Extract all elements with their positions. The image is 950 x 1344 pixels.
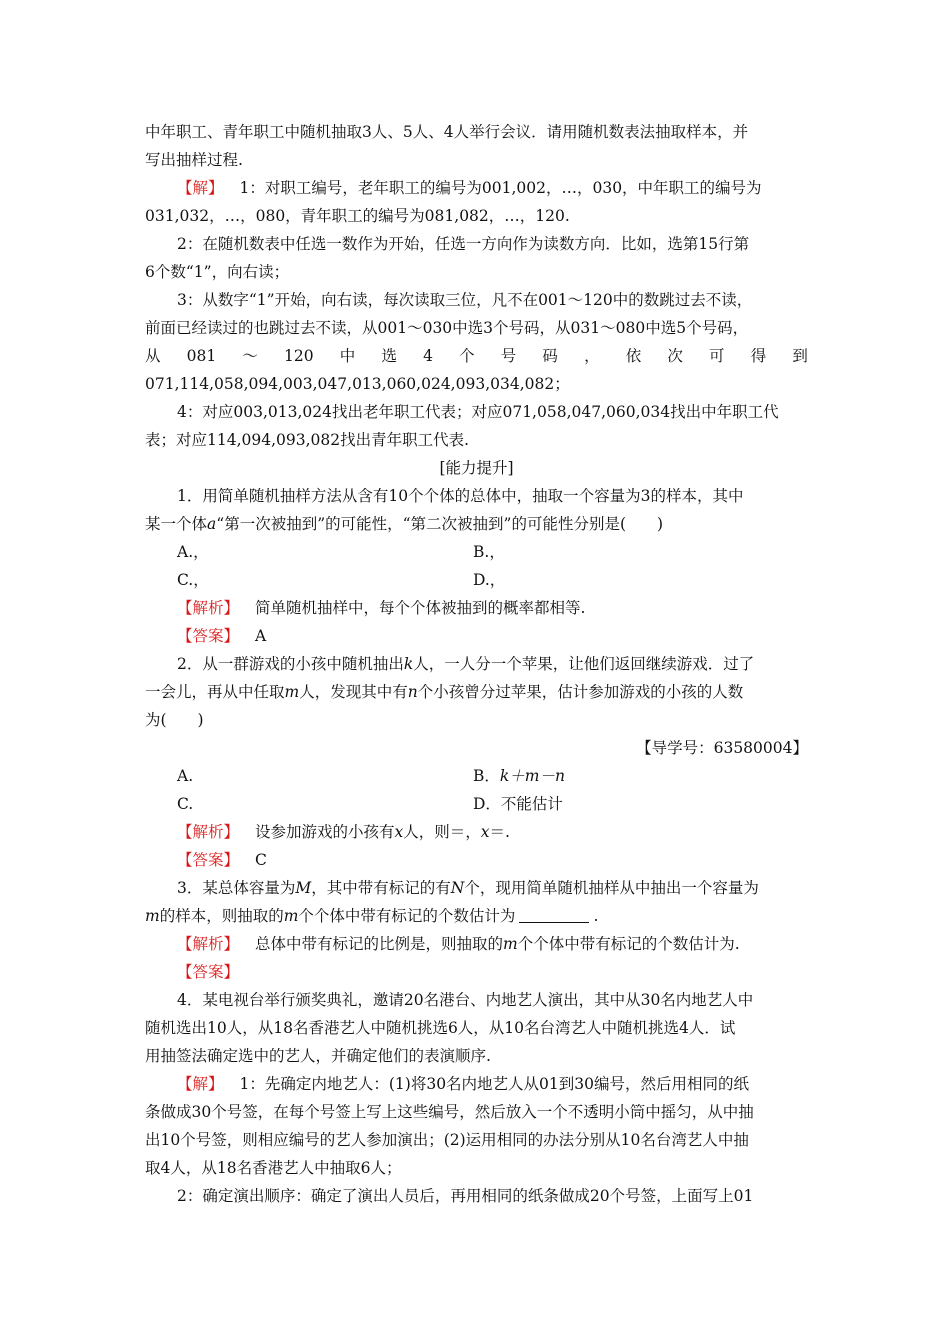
justified-token: 4 xyxy=(423,347,433,365)
text-line: 条做成30个号签，在每个号签上写上这些编号，然后放入一个不透明小筒中摇匀，从中抽 xyxy=(145,1103,754,1121)
option-d: D．不能估计 xyxy=(473,795,563,813)
justified-token: 可 xyxy=(709,347,725,365)
text-line: 中年职工、青年职工中随机抽取3人、5人、4人举行会议．请用随机数表法抽取样本，并 xyxy=(145,123,749,141)
answer-tag: 【答案】 xyxy=(177,963,240,981)
option-d: D.， xyxy=(473,571,506,589)
option-b: B．k＋m－n xyxy=(473,767,565,785)
answer-tag: 【答案】 xyxy=(177,851,240,869)
solution-tag: 【解】 xyxy=(177,179,224,197)
text-line: 写出抽样过程. xyxy=(145,151,243,169)
option-a: A.， xyxy=(177,543,209,561)
justified-token: 个 xyxy=(459,347,475,365)
text-line: 4：对应003,013,024找出老年职工代表；对应071,058,047,060,034找出中年职工代 xyxy=(177,403,779,421)
option-c: C.， xyxy=(177,571,209,589)
text-line: 031,032，…，080，青年职工的编号为081,082，…，120. xyxy=(145,207,570,225)
solution-line: 【解】 1：对职工编号，老年职工的编号为001,002，…，030，中年职工的编号为 xyxy=(177,179,762,197)
option-a: A. xyxy=(177,767,194,785)
answer-tag: 【答案】 xyxy=(177,627,240,645)
justified-token: 号 xyxy=(500,347,517,365)
text-line: 071,114,058,094,003,047,013,060,024,093,034,082； xyxy=(145,375,570,393)
text-line: m的样本，则抽取的m个个体中带有标记的个数估计为 . xyxy=(145,902,808,930)
text-line: 取4人，从18名香港艺人中抽取6人； xyxy=(145,1159,402,1177)
text-line: 用抽签法确定选中的艺人，并确定他们的表演顺序. xyxy=(145,1047,491,1065)
analysis-line: 【解析】 简单随机抽样中，每个个体被抽到的概率都相等. xyxy=(177,599,586,617)
answer-line: 【答案】 A xyxy=(177,627,267,645)
options-row xyxy=(145,566,808,594)
analysis-tag: 【解析】 xyxy=(177,823,240,841)
analysis-tag: 【解析】 xyxy=(177,935,240,953)
options-row xyxy=(145,790,808,818)
justified-token: 选 xyxy=(381,347,397,365)
justified-token: ～ xyxy=(242,347,258,365)
text-line: 2：确定演出顺序：确定了演出人员后，再用相同的纸条做成20个号签，上面写上01 xyxy=(177,1187,754,1205)
text-line: 2：在随机数表中任选一数作为开始，任选一方向作为读数方向．比如，选第15行第 xyxy=(177,235,750,253)
text-line: 出10个号签，则相应编号的艺人参加演出；(2)运用相同的办法分别从10名台湾艺人中抽 xyxy=(145,1131,749,1149)
solution-tag: 【解】 xyxy=(177,1075,224,1093)
justified-token: 中 xyxy=(339,347,356,365)
justified-token: 码 xyxy=(542,347,558,365)
option-c: C. xyxy=(177,795,194,813)
question-2: 2．从一群游戏的小孩中随机抽出k人，一人分一个苹果，让他们返回继续游戏．过了 xyxy=(177,655,755,673)
analysis-tag: 【解析】 xyxy=(177,599,240,617)
analysis-line: 【解析】 总体中带有标记的比例是，则抽取的m个个体中带有标记的个数估计为. xyxy=(177,935,740,953)
text-line: 前面已经读过的也跳过去不读，从001～030中选3个号码，从031～080中选5个号码， xyxy=(145,319,749,337)
text-line: 6个数“1”，向右读； xyxy=(145,263,290,281)
justified-token: 次 xyxy=(667,347,683,365)
justified-token: 依 xyxy=(625,347,642,365)
justified-token: 120 xyxy=(284,347,314,365)
question-1: 1．用简单随机抽样方法从含有10个个体的总体中，抽取一个容量为3的样本，其中 xyxy=(177,487,744,505)
options-row xyxy=(145,538,808,566)
justified-token: 到 xyxy=(792,347,808,365)
options-row xyxy=(145,762,808,790)
text-line: 某一个体a“第一次被抽到”的可能性，“第二次被抽到”的可能性分别是( ) xyxy=(145,515,664,533)
text-line: 表；对应114,094,093,082找出青年职工代表. xyxy=(145,431,470,449)
document-page xyxy=(145,118,808,1210)
question-4: 4．某电视台举行颁奖典礼，邀请20名港台、内地艺人演出，其中从30名内地艺人中 xyxy=(177,991,754,1009)
text-line: 3：从数字“1”开始，向右读，每次读取三位，凡不在001～120中的数跳过去不读， xyxy=(177,291,753,309)
text-line: 随机选出10人，从18名香港艺人中随机挑选6人，从10名台湾艺人中随机挑选4人．试 xyxy=(145,1019,736,1037)
question-3: 3．某总体容量为M，其中带有标记的有N个，现用简单随机抽样从中抽出一个容量为 xyxy=(177,879,759,897)
answer-line: 【答案】 C xyxy=(177,851,267,869)
justified-text-line xyxy=(145,342,808,370)
justified-token: ， xyxy=(584,347,600,365)
text-line: 一会儿，再从中任取m人，发现其中有n个小孩曾分过苹果，估计参加游戏的小孩的人数 xyxy=(145,683,744,701)
section-heading: [能力提升] xyxy=(439,459,514,477)
text-line: 为( ) xyxy=(145,711,204,729)
guide-number: 【导学号：63580004】 xyxy=(636,739,808,757)
option-b: B.， xyxy=(473,543,505,561)
justified-token: 得 xyxy=(750,347,767,365)
justified-token: 从 xyxy=(145,347,161,365)
answer-line xyxy=(145,958,808,986)
justified-token: 081 xyxy=(186,347,217,365)
solution-line: 【解】 1：先确定内地艺人：(1)将30名内地艺人从01到30编号，然后用相同的纸 xyxy=(177,1075,750,1093)
analysis-line: 【解析】 设参加游戏的小孩有x人，则＝，x＝. xyxy=(177,823,510,841)
fill-blank xyxy=(519,904,589,923)
